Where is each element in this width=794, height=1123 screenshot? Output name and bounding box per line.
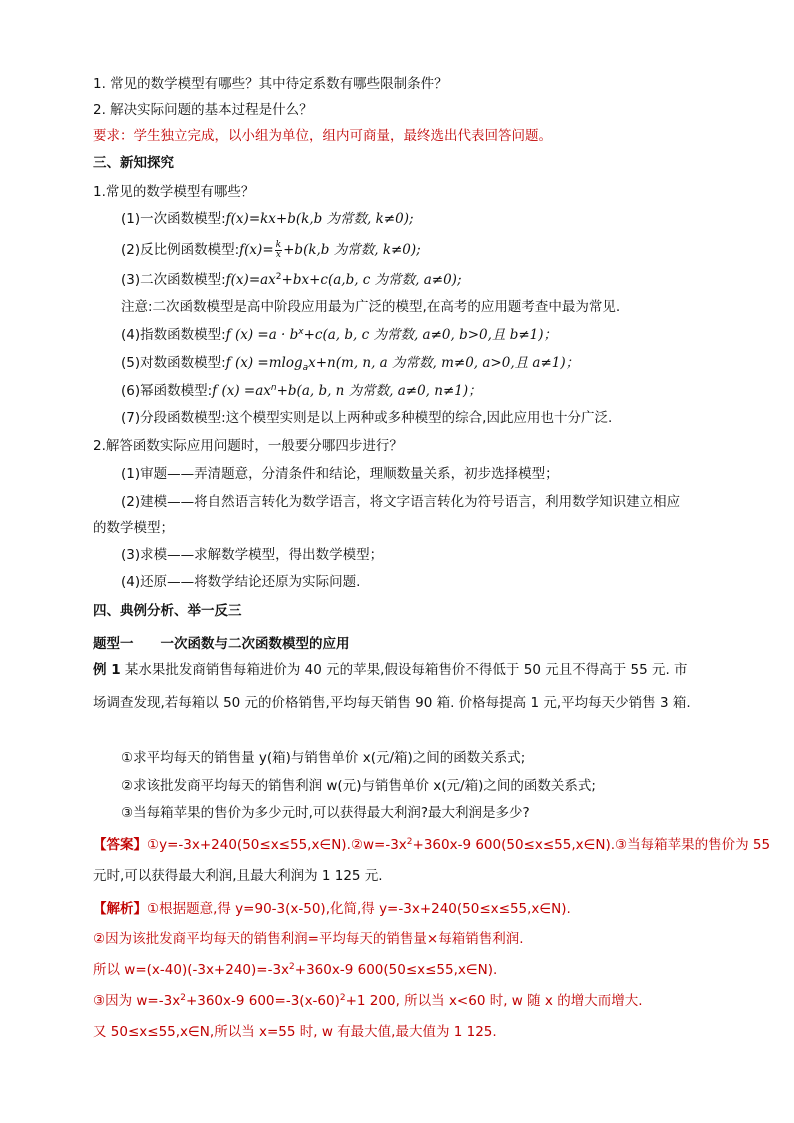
model-quadratic (121, 270, 462, 290)
analysis-line-3 (93, 960, 497, 980)
model-power (121, 381, 482, 401)
model-linear-label: (1)一次函数模型: (121, 211, 226, 227)
question-1: 1. 常见的数学模型有哪些？其中待定系数有哪些限制条件？ (93, 76, 448, 92)
step-2-continued: 的数学模型； (93, 520, 174, 536)
model-exponential-formula-a: f (x) =a · b (225, 327, 299, 343)
exponent: x (298, 327, 304, 337)
quadratic-note: 注意:二次函数模型是高中阶段应用最为广泛的模型,在高考的应用题考查中最为常见. (121, 299, 621, 315)
exponent: 2 (339, 993, 346, 1003)
model-quadratic-formula-a: f(x)=ax (225, 272, 276, 288)
step-1: (1)审题——弄清题意，分清条件和结论，理顺数量关系，初步选择模型； (121, 466, 559, 482)
answer-text-b: +360x-9 600(50≤x≤55,x∈N).③当每箱苹果的售价为 55 (412, 837, 771, 853)
model-exponential-label: (4)指数函数模型: (121, 327, 226, 343)
question-2: 2. 解决实际问题的基本过程是什么？ (93, 102, 313, 118)
example-label: 例 1 (93, 662, 121, 678)
example-1-line-1 (93, 660, 688, 680)
model-logarithmic-label: (5)对数函数模型: (121, 355, 226, 371)
exponent: 2 (275, 272, 282, 282)
step-4: (4)还原——将数学结论还原为实际问题. (121, 574, 361, 590)
model-exponential-formula-b: +c(a, b, c 为常数, a≠0, b>0,且 b≠1)； (303, 327, 558, 343)
model-exponential (121, 325, 557, 345)
section-4-heading: 四、典例分析、举一反三 (93, 603, 242, 619)
model-quadratic-formula-b: +bx+c(a,b, c 为常数, a≠0); (281, 272, 462, 288)
model-inverse (121, 240, 421, 260)
answer-line-2: 元时,可以获得最大利润,且最大利润为 1 125 元. (93, 868, 383, 884)
example-1-line-2: 场调查发现,若每箱以 50 元的价格销售,平均每天销售 90 箱. 价格每提高 1 元,平均每天少销售 3 箱. (93, 695, 691, 711)
exponent: n (270, 383, 277, 393)
analysis-line-2: ②因为该批发商平均每天的销售利润=平均每天的销售量×每箱销售利润. (93, 931, 524, 947)
analysis-text-a: ③因为 w=-3x (93, 993, 181, 1009)
section-3-heading: 三、新知探究 (93, 155, 174, 171)
analysis-line-5: 又 50≤x≤55,x∈N,所以当 x=55 时, w 有最大值,最大值为 1 125. (93, 1024, 497, 1040)
analysis-text-b: +360x-9 600(50≤x≤55,x∈N). (294, 962, 498, 978)
model-logarithmic (121, 353, 579, 373)
steps-question: 2.解答函数实际应用问题时，一般要分哪四步进行？ (93, 438, 403, 454)
fraction-denominator: x (275, 249, 281, 260)
model-logarithmic-formula-b: x+n(m, n, a 为常数, m≠0, a>0,且 a≠1)； (308, 355, 580, 371)
model-power-formula-a: f (x) =ax (212, 383, 271, 399)
step-3: (3)求模——求解数学模型，得出数学模型； (121, 547, 384, 563)
sub-question-3: ③当每箱苹果的售价为多少元时,可以获得最大利润?最大利润是多少? (121, 805, 530, 821)
subscript: a (302, 363, 309, 373)
analysis-tag: 【解析】 (93, 901, 147, 917)
topic-heading: 题型一 一次函数与二次函数模型的应用 (93, 636, 350, 652)
analysis-text-b: +360x-9 600=-3(x-60) (185, 993, 340, 1009)
answer-tag: 【答案】 (93, 837, 147, 853)
analysis-text: ①根据题意,得 y=90-3(x-50),化简,得 y=-3x+240(50≤x≤55,x∈N). (147, 901, 571, 917)
model-power-formula-b: +b(a, b, n 为常数, a≠0, n≠1)； (276, 383, 482, 399)
model-logarithmic-formula-a: f (x) =mlog (225, 355, 303, 371)
analysis-line-1 (93, 899, 571, 919)
example-text: 某水果批发商销售每箱进价为 40 元的苹果,假设每箱售价不得低于 50 元且不得高于 55 元. 市 (120, 662, 688, 678)
sub-question-1: ①求平均每天的销售量 y(箱)与销售单价 x(元/箱)之间的函数关系式; (121, 750, 526, 766)
model-linear-formula: f(x)=kx+b(k,b 为常数, k≠0); (225, 211, 414, 227)
exponent: 2 (289, 962, 295, 972)
sub-question-2: ②求该批发商平均每天的销售利润 w(元)与销售单价 x(元/箱)之间的函数关系式; (121, 778, 596, 794)
analysis-text-a: 所以 w=(x-40)(-3x+240)=-3x (93, 962, 290, 978)
analysis-text-c: +1 200, 所以当 x<60 时, w 随 x 的增大而增大. (345, 993, 643, 1009)
answer-text-a: ①y=-3x+240(50≤x≤55,x∈N).②w=-3x (147, 837, 407, 853)
step-2: (2)建模——将自然语言转化为数学语言，将文字语言转化为符号语言，利用数学知识建立相应 (121, 494, 681, 510)
model-linear (121, 209, 414, 229)
fraction-numerator: k (275, 239, 282, 250)
exponent: 2 (406, 837, 413, 847)
model-inverse-rhs: +b(k,b 为常数, k≠0); (283, 242, 421, 258)
answer-line-1 (93, 835, 770, 855)
model-piecewise: (7)分段函数模型:这个模型实则是以上两种或多种模型的综合,因此应用也十分广泛. (121, 410, 613, 426)
analysis-line-4 (93, 991, 643, 1011)
requirement-text: 要求：学生独立完成，以小组为单位，组内可商量，最终选出代表回答问题。 (93, 128, 552, 144)
model-inverse-fraction (275, 241, 282, 260)
model-power-label: (6)幂函数模型: (121, 383, 213, 399)
model-inverse-lhs: f(x)= (239, 242, 274, 258)
exponent: 2 (180, 993, 186, 1003)
model-quadratic-label: (3)二次函数模型: (121, 272, 226, 288)
model-inverse-label: (2)反比例函数模型: (121, 242, 240, 258)
models-question: 1.常见的数学模型有哪些？ (93, 184, 255, 200)
